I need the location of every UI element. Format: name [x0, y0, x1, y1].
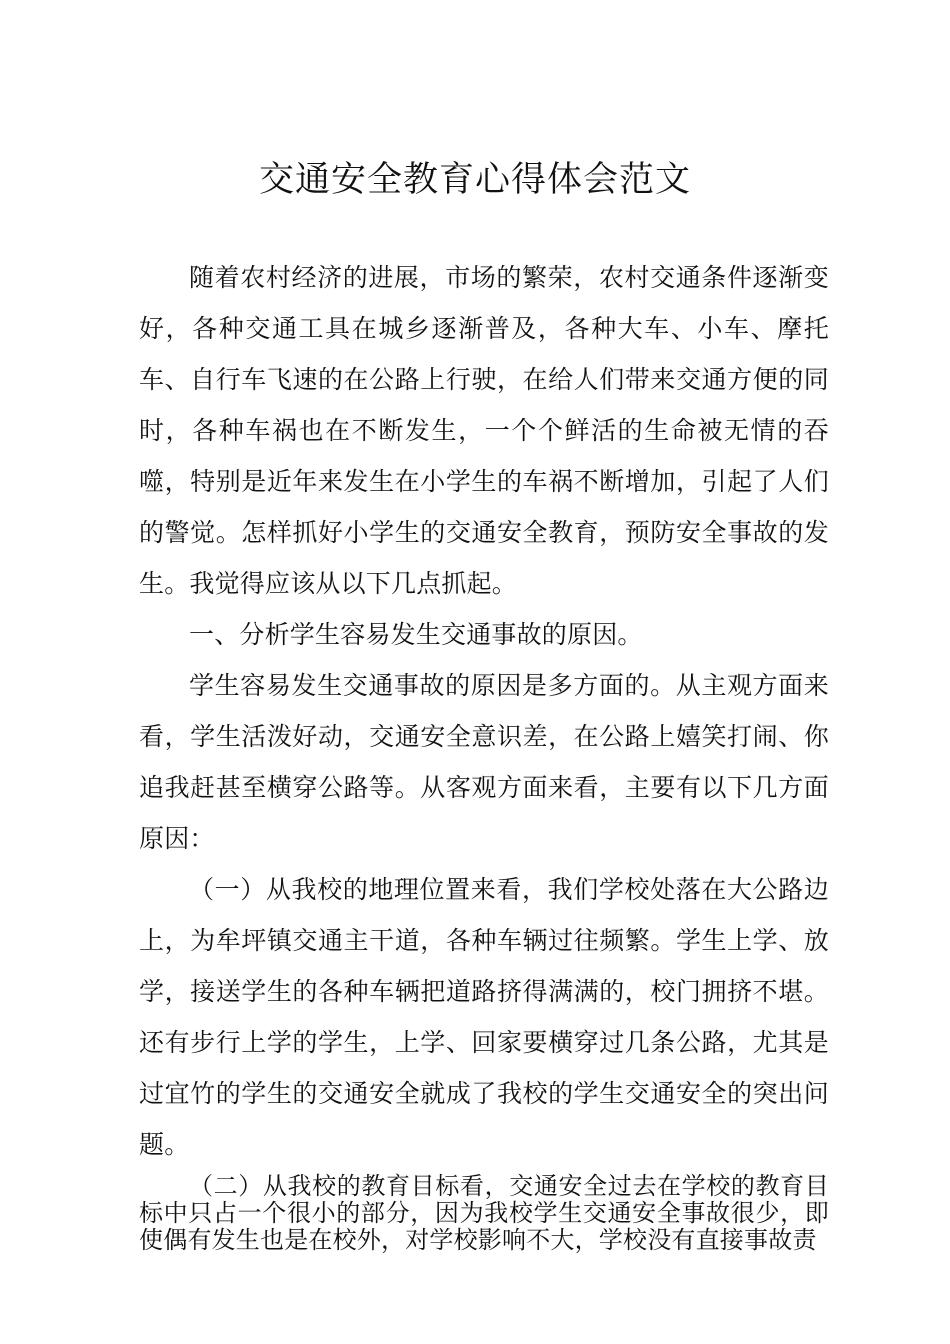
document-body	[139, 252, 829, 1254]
paragraph-goals: （二）从我校的教育目标看，交通安全过去在学校的教育目标中只占一个很小的部分，因为我校学生交通安全事故很少，即使偶有发生也是在校外，对学校影响不大，学校没有直接事故责	[139, 1172, 829, 1254]
document-title: 交通安全教育心得体会范文	[258, 160, 691, 200]
paragraph-intro: 随着农村经济的进展，市场的繁荣，农村交通条件逐渐变好，各种交通工具在城乡逐渐普及，各种大车、小车、摩托车、自行车飞速的在公路上行驶，在给人们带来交通方便的同时，各种车祸也在不断发生，一个个鲜活的生命被无情的吞噬，特别是近年来发生在小学生的车祸不断增加，引起了人们的警觉。怎样抓好小学生的交通安全教育，预防安全事故的发生。我觉得应该从以下几点抓起。	[139, 263, 829, 598]
paragraph-location: （一）从我校的地理位置来看，我们学校处落在大公路边上，为牟坪镇交通主干道，各种车辆过往频繁。学生上学、放学，接送学生的各种车辆把道路挤得满满的，校门拥挤不堪。还有步行上学的学生，上学、回家要横穿过几条公路，尤其是过宜竹的学生的交通安全就成了我校的学生交通安全的突出问题。	[139, 875, 829, 1159]
paragraph-heading-1: 一、分析学生容易发生交通事故的原因。	[189, 620, 643, 649]
paragraph-causes: 学生容易发生交通事故的原因是多方面的。从主观方面来看，学生活泼好动，交通安全意识差，在公路上嬉笑打闹、你追我赶甚至横穿公路等。从客观方面来看，主要有以下几方面原因：	[139, 671, 829, 853]
